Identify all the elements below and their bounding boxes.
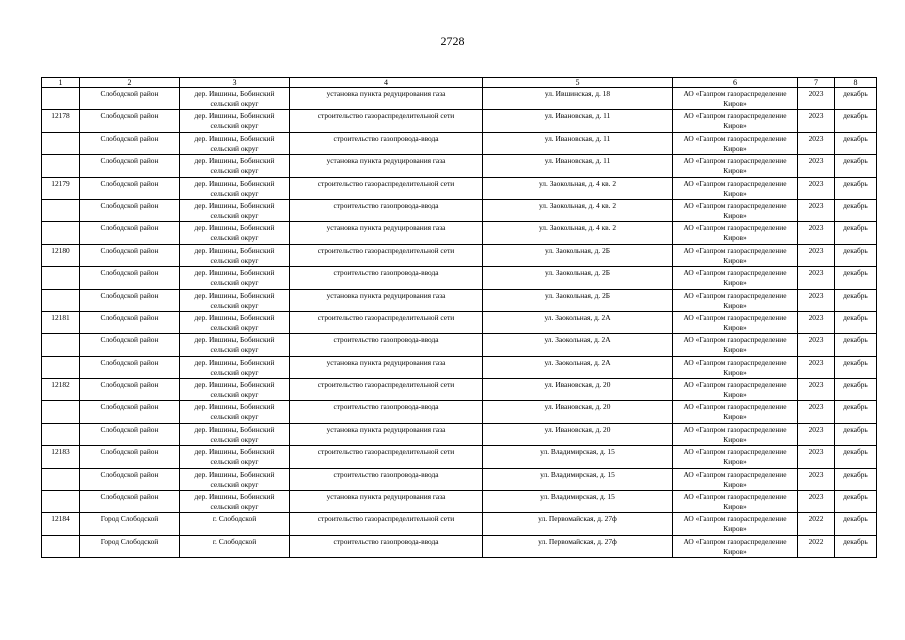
column-number: 6 — [673, 78, 798, 88]
record-number-cell — [42, 289, 80, 311]
record-number-cell — [42, 88, 80, 110]
address-cell: ул. Заокольная, д. 4 кв. 2 — [483, 177, 673, 199]
address-cell: ул. Ивановская, д. 20 — [483, 379, 673, 401]
column-number: 1 — [42, 78, 80, 88]
municipality-cell: Слободской район — [80, 132, 180, 154]
organization-cell: АО «Газпром газораспределение Киров» — [673, 423, 798, 445]
address-cell: ул. Заокольная, д. 4 кв. 2 — [483, 222, 673, 244]
month-cell: декабрь — [835, 132, 877, 154]
work-type-cell: установка пункта редуцирования газа — [290, 356, 483, 378]
year-cell: 2023 — [798, 423, 835, 445]
table-row — [42, 199, 877, 221]
table-row — [42, 334, 877, 356]
settlement-cell: дер. Ившины, Бобинский сельский округ — [180, 401, 290, 423]
year-cell: 2023 — [798, 289, 835, 311]
settlement-cell: дер. Ившины, Бобинский сельский округ — [180, 110, 290, 132]
municipality-cell: Город Слободской — [80, 513, 180, 535]
work-type-cell: строительство газораспределительной сети — [290, 513, 483, 535]
table-row — [42, 267, 877, 289]
month-cell: декабрь — [835, 289, 877, 311]
record-number-cell: 12182 — [42, 379, 80, 401]
column-number: 4 — [290, 78, 483, 88]
settlement-cell: дер. Ившины, Бобинский сельский округ — [180, 446, 290, 468]
record-number-cell: 12180 — [42, 244, 80, 266]
organization-cell: АО «Газпром газораспределение Киров» — [673, 311, 798, 333]
address-cell: ул. Владимирская, д. 15 — [483, 468, 673, 490]
address-cell: ул. Ивановская, д. 20 — [483, 423, 673, 445]
municipality-cell: Слободской район — [80, 155, 180, 177]
organization-cell: АО «Газпром газораспределение Киров» — [673, 110, 798, 132]
column-number: 3 — [180, 78, 290, 88]
municipality-cell: Слободской район — [80, 423, 180, 445]
record-number-cell: 12179 — [42, 177, 80, 199]
column-number: 2 — [80, 78, 180, 88]
table-row — [42, 379, 877, 401]
municipality-cell: Слободской район — [80, 468, 180, 490]
table-row — [42, 222, 877, 244]
address-cell: ул. Заокольная, д. 4 кв. 2 — [483, 199, 673, 221]
settlement-cell: дер. Ившины, Бобинский сельский округ — [180, 199, 290, 221]
record-number-cell — [42, 535, 80, 557]
year-cell: 2023 — [798, 401, 835, 423]
column-number: 8 — [835, 78, 877, 88]
month-cell: декабрь — [835, 110, 877, 132]
month-cell: декабрь — [835, 468, 877, 490]
year-cell: 2023 — [798, 356, 835, 378]
record-number-cell — [42, 199, 80, 221]
organization-cell: АО «Газпром газораспределение Киров» — [673, 267, 798, 289]
month-cell: декабрь — [835, 199, 877, 221]
municipality-cell: Слободской район — [80, 244, 180, 266]
address-cell: ул. Ивановская, д. 20 — [483, 401, 673, 423]
year-cell: 2023 — [798, 334, 835, 356]
year-cell: 2023 — [798, 446, 835, 468]
settlement-cell: дер. Ившины, Бобинский сельский округ — [180, 244, 290, 266]
address-cell: ул. Ивановская, д. 11 — [483, 155, 673, 177]
year-cell: 2023 — [798, 177, 835, 199]
table-row — [42, 132, 877, 154]
table-row — [42, 244, 877, 266]
work-type-cell: установка пункта редуцирования газа — [290, 222, 483, 244]
organization-cell: АО «Газпром газораспределение Киров» — [673, 177, 798, 199]
organization-cell: АО «Газпром газораспределение Киров» — [673, 356, 798, 378]
page-number: 2728 — [440, 34, 465, 48]
work-type-cell: установка пункта редуцирования газа — [290, 491, 483, 513]
organization-cell: АО «Газпром газораспределение Киров» — [673, 132, 798, 154]
year-cell: 2023 — [798, 132, 835, 154]
address-cell: ул. Ивановская, д. 11 — [483, 132, 673, 154]
record-number-cell: 12184 — [42, 513, 80, 535]
address-cell: ул. Владимирская, д. 15 — [483, 446, 673, 468]
work-type-cell: строительство газопровода-ввода — [290, 535, 483, 557]
settlement-cell: дер. Ившины, Бобинский сельский округ — [180, 155, 290, 177]
settlement-cell: г. Слободской — [180, 513, 290, 535]
settlement-cell: дер. Ившины, Бобинский сельский округ — [180, 468, 290, 490]
column-numbers-row — [42, 78, 877, 88]
year-cell: 2023 — [798, 379, 835, 401]
record-number-cell — [42, 155, 80, 177]
address-cell: ул. Заокольная, д. 2А — [483, 356, 673, 378]
record-number-cell: 12181 — [42, 311, 80, 333]
municipality-cell: Слободской район — [80, 177, 180, 199]
table-row — [42, 177, 877, 199]
settlement-cell: дер. Ившины, Бобинский сельский округ — [180, 222, 290, 244]
table-row — [42, 491, 877, 513]
municipality-cell: Слободской район — [80, 199, 180, 221]
organization-cell: АО «Газпром газораспределение Киров» — [673, 535, 798, 557]
work-type-cell: строительство газопровода-ввода — [290, 267, 483, 289]
record-number-cell — [42, 334, 80, 356]
work-type-cell: строительство газопровода-ввода — [290, 132, 483, 154]
organization-cell: АО «Газпром газораспределение Киров» — [673, 401, 798, 423]
month-cell: декабрь — [835, 244, 877, 266]
record-number-cell — [42, 132, 80, 154]
municipality-cell: Слободской район — [80, 334, 180, 356]
address-cell: ул. Заокольная, д. 2Б — [483, 289, 673, 311]
organization-cell: АО «Газпром газораспределение Киров» — [673, 491, 798, 513]
year-cell: 2023 — [798, 199, 835, 221]
month-cell: декабрь — [835, 423, 877, 445]
table-row — [42, 468, 877, 490]
record-number-cell — [42, 267, 80, 289]
work-type-cell: строительство газопровода-ввода — [290, 334, 483, 356]
work-type-cell: строительство газораспределительной сети — [290, 244, 483, 266]
address-cell: ул. Заокольная, д. 2А — [483, 334, 673, 356]
municipality-cell: Слободской район — [80, 222, 180, 244]
organization-cell: АО «Газпром газораспределение Киров» — [673, 88, 798, 110]
work-type-cell: установка пункта редуцирования газа — [290, 155, 483, 177]
year-cell: 2022 — [798, 535, 835, 557]
organization-cell: АО «Газпром газораспределение Киров» — [673, 513, 798, 535]
municipality-cell: Слободской район — [80, 289, 180, 311]
municipality-cell: Слободской район — [80, 401, 180, 423]
settlement-cell: г. Слободской — [180, 535, 290, 557]
municipality-cell: Слободской район — [80, 491, 180, 513]
municipality-cell: Слободской район — [80, 446, 180, 468]
month-cell: декабрь — [835, 177, 877, 199]
register-table — [41, 77, 877, 558]
settlement-cell: дер. Ившины, Бобинский сельский округ — [180, 423, 290, 445]
settlement-cell: дер. Ившины, Бобинский сельский округ — [180, 267, 290, 289]
table-row — [42, 356, 877, 378]
municipality-cell: Город Слободской — [80, 535, 180, 557]
year-cell: 2023 — [798, 311, 835, 333]
municipality-cell: Слободской район — [80, 311, 180, 333]
year-cell: 2023 — [798, 88, 835, 110]
municipality-cell: Слободской район — [80, 88, 180, 110]
work-type-cell: установка пункта редуцирования газа — [290, 289, 483, 311]
address-cell: ул. Первомайская, д. 27ф — [483, 535, 673, 557]
organization-cell: АО «Газпром газораспределение Киров» — [673, 379, 798, 401]
table-row — [42, 88, 877, 110]
year-cell: 2023 — [798, 468, 835, 490]
record-number-cell — [42, 401, 80, 423]
month-cell: декабрь — [835, 401, 877, 423]
record-number-cell — [42, 356, 80, 378]
column-number: 5 — [483, 78, 673, 88]
table-row — [42, 446, 877, 468]
address-cell: ул. Ившинская, д. 18 — [483, 88, 673, 110]
month-cell: декабрь — [835, 88, 877, 110]
record-number-cell — [42, 468, 80, 490]
address-cell: ул. Первомайская, д. 27ф — [483, 513, 673, 535]
column-number: 7 — [798, 78, 835, 88]
month-cell: декабрь — [835, 446, 877, 468]
work-type-cell: строительство газопровода-ввода — [290, 468, 483, 490]
year-cell: 2023 — [798, 491, 835, 513]
organization-cell: АО «Газпром газораспределение Киров» — [673, 446, 798, 468]
month-cell: декабрь — [835, 491, 877, 513]
table-row — [42, 289, 877, 311]
organization-cell: АО «Газпром газораспределение Киров» — [673, 334, 798, 356]
month-cell: декабрь — [835, 334, 877, 356]
month-cell: декабрь — [835, 267, 877, 289]
month-cell: декабрь — [835, 513, 877, 535]
address-cell: ул. Заокольная, д. 2Б — [483, 244, 673, 266]
work-type-cell: строительство газораспределительной сети — [290, 446, 483, 468]
address-cell: ул. Заокольная, д. 2А — [483, 311, 673, 333]
work-type-cell: строительство газопровода-ввода — [290, 401, 483, 423]
month-cell: декабрь — [835, 379, 877, 401]
organization-cell: АО «Газпром газораспределение Киров» — [673, 244, 798, 266]
address-cell: ул. Заокольная, д. 2Б — [483, 267, 673, 289]
work-type-cell: установка пункта редуцирования газа — [290, 423, 483, 445]
settlement-cell: дер. Ившины, Бобинский сельский округ — [180, 132, 290, 154]
municipality-cell: Слободской район — [80, 110, 180, 132]
table-row — [42, 423, 877, 445]
year-cell: 2023 — [798, 155, 835, 177]
municipality-cell: Слободской район — [80, 267, 180, 289]
year-cell: 2023 — [798, 222, 835, 244]
work-type-cell: строительство газораспределительной сети — [290, 110, 483, 132]
month-cell: декабрь — [835, 356, 877, 378]
settlement-cell: дер. Ившины, Бобинский сельский округ — [180, 289, 290, 311]
year-cell: 2023 — [798, 110, 835, 132]
table-row — [42, 401, 877, 423]
settlement-cell: дер. Ившины, Бобинский сельский округ — [180, 334, 290, 356]
settlement-cell: дер. Ившины, Бобинский сельский округ — [180, 379, 290, 401]
address-cell: ул. Ивановская, д. 11 — [483, 110, 673, 132]
year-cell: 2023 — [798, 244, 835, 266]
year-cell: 2022 — [798, 513, 835, 535]
record-number-cell: 12178 — [42, 110, 80, 132]
settlement-cell: дер. Ившины, Бобинский сельский округ — [180, 88, 290, 110]
work-type-cell: строительство газораспределительной сети — [290, 177, 483, 199]
work-type-cell: строительство газопровода-ввода — [290, 199, 483, 221]
table-row — [42, 311, 877, 333]
month-cell: декабрь — [835, 155, 877, 177]
organization-cell: АО «Газпром газораспределение Киров» — [673, 222, 798, 244]
settlement-cell: дер. Ившины, Бобинский сельский округ — [180, 311, 290, 333]
settlement-cell: дер. Ившины, Бобинский сельский округ — [180, 177, 290, 199]
record-number-cell — [42, 423, 80, 445]
table-row — [42, 513, 877, 535]
organization-cell: АО «Газпром газораспределение Киров» — [673, 199, 798, 221]
organization-cell: АО «Газпром газораспределение Киров» — [673, 289, 798, 311]
organization-cell: АО «Газпром газораспределение Киров» — [673, 155, 798, 177]
work-type-cell: установка пункта редуцирования газа — [290, 88, 483, 110]
municipality-cell: Слободской район — [80, 379, 180, 401]
work-type-cell: строительство газораспределительной сети — [290, 379, 483, 401]
table-row — [42, 110, 877, 132]
record-number-cell: 12183 — [42, 446, 80, 468]
work-type-cell: строительство газораспределительной сети — [290, 311, 483, 333]
municipality-cell: Слободской район — [80, 356, 180, 378]
record-number-cell — [42, 222, 80, 244]
organization-cell: АО «Газпром газораспределение Киров» — [673, 468, 798, 490]
month-cell: декабрь — [835, 535, 877, 557]
settlement-cell: дер. Ившины, Бобинский сельский округ — [180, 356, 290, 378]
month-cell: декабрь — [835, 311, 877, 333]
settlement-cell: дер. Ившины, Бобинский сельский округ — [180, 491, 290, 513]
table-row — [42, 535, 877, 557]
month-cell: декабрь — [835, 222, 877, 244]
address-cell: ул. Владимирская, д. 15 — [483, 491, 673, 513]
year-cell: 2023 — [798, 267, 835, 289]
record-number-cell — [42, 491, 80, 513]
table-row — [42, 155, 877, 177]
